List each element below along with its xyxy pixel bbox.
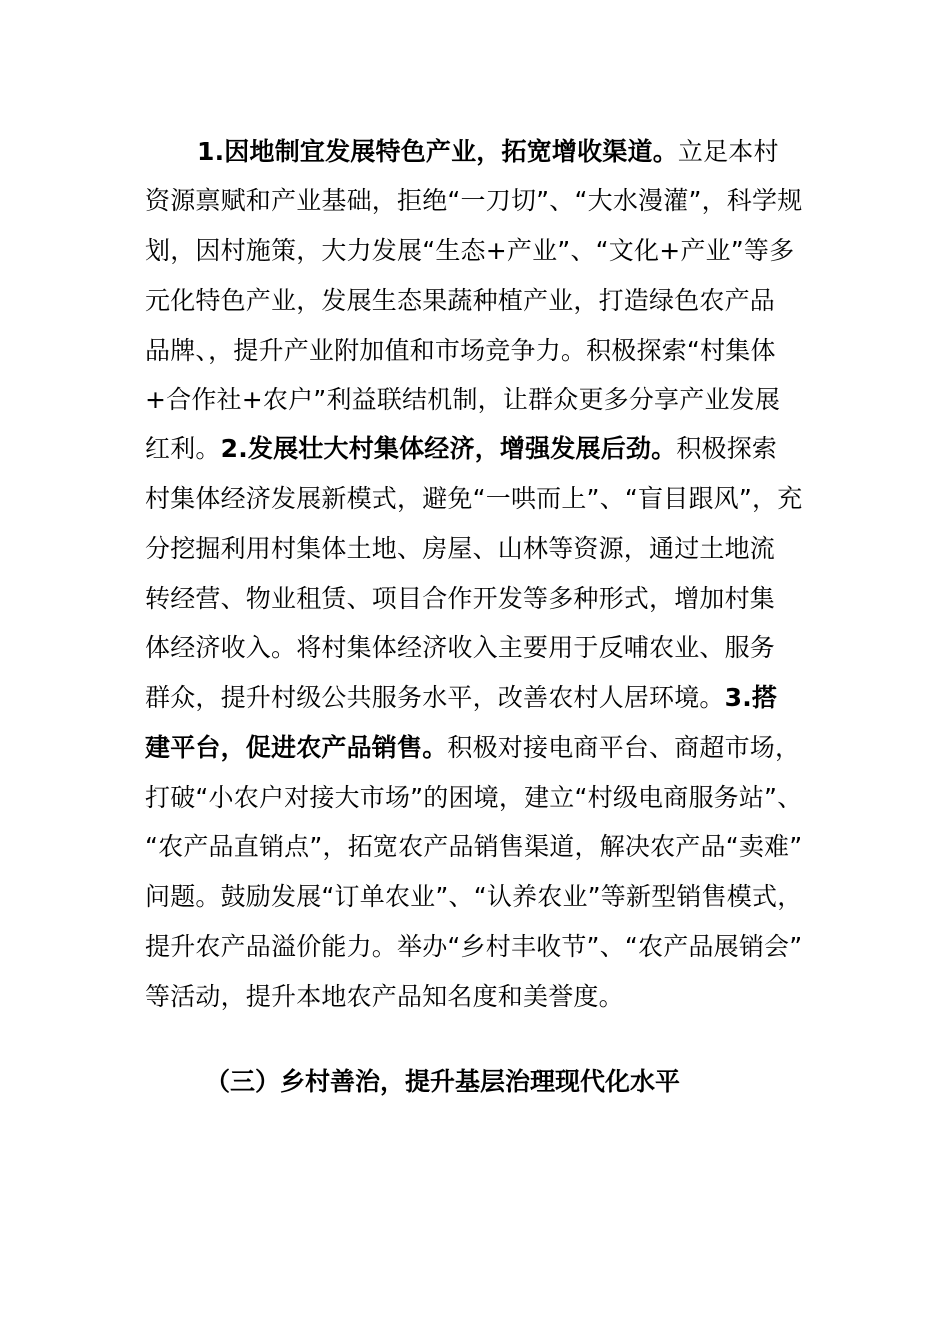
paragraph-line xyxy=(145,434,825,464)
line-text: 村集体经济发展新模式，避免“一哄而上”、“盲目跟风”，充 xyxy=(145,484,803,513)
line-text: 划，因村施策，大力发展“生态+产业”、“文化+产业”等多 xyxy=(145,236,795,265)
paragraph-line xyxy=(145,186,825,216)
paragraph-line xyxy=(145,783,825,813)
line-text: 群众，提升村级公共服务水平，改善农村人居环境。 xyxy=(145,683,725,712)
line-text: 分挖掘利用村集体土地、房屋、山林等资源，通过土地流 xyxy=(145,534,776,563)
subheading-3-continued: 建平台，促进农产品销售。 xyxy=(145,733,448,762)
paragraph-line xyxy=(145,633,825,663)
paragraph-line xyxy=(145,982,825,1012)
line-text: 立足本村 xyxy=(677,137,779,166)
paragraph-line xyxy=(145,286,825,316)
line-text: 资源禀赋和产业基础，拒绝“一刀切”、“大水漫灌”，科学规 xyxy=(145,186,803,215)
paragraph-line xyxy=(145,882,825,912)
line-text: 等活动，提升本地农产品知名度和美誉度。 xyxy=(145,982,624,1011)
line-text: 提升农产品溢价能力。举办“乡村丰收节”、“农产品展销会” xyxy=(145,932,803,961)
line-text: 打破“小农户对接大市场”的困境，建立“村级电商服务站”、 xyxy=(145,783,803,812)
section-heading: （三）乡村善治，提升基层治理现代化水平 xyxy=(205,1067,681,1096)
paragraph-line xyxy=(145,683,825,713)
line-text: 问题。鼓励发展“订单农业”、“认养农业”等新型销售模式， xyxy=(145,882,803,911)
line-text: 红利。 xyxy=(145,434,221,463)
line-text: 元化特色产业，发展生态果蔬种植产业，打造绿色农产品 xyxy=(145,286,776,315)
paragraph-line xyxy=(145,584,825,614)
paragraph-line xyxy=(145,385,825,415)
paragraph-line xyxy=(145,236,825,266)
paragraph-line xyxy=(145,733,825,763)
line-text: 品牌、，提升产业附加值和市场竞争力。积极探索“村集体 xyxy=(145,336,776,365)
subheading-3: 3.搭 xyxy=(724,683,778,712)
paragraph-line xyxy=(145,932,825,962)
line-text: 积极对接电商平台、商超市场， xyxy=(447,733,801,762)
line-text: 转经营、物业租赁、项目合作开发等多种形式，增加村集 xyxy=(145,584,776,613)
subheading-2: 2.发展壮大村集体经济，增强发展后劲。 xyxy=(220,434,677,463)
paragraph-line xyxy=(145,534,825,564)
line-text: +合作社+农户”利益联结机制，让群众更多分享产业发展 xyxy=(145,385,781,414)
line-text: “农产品直销点”，拓宽农产品销售渠道，解决农产品“卖难” xyxy=(145,832,803,861)
line-text: 积极探索 xyxy=(676,434,778,463)
paragraph-line xyxy=(197,137,877,167)
subheading-1: 1.因地制宜发展特色产业，拓宽增收渠道。 xyxy=(197,137,678,166)
paragraph-line xyxy=(145,336,825,366)
paragraph-line xyxy=(145,484,825,514)
paragraph-line xyxy=(145,832,825,862)
line-text: 体经济收入。将村集体经济收入主要用于反哺农业、服务 xyxy=(145,633,776,662)
